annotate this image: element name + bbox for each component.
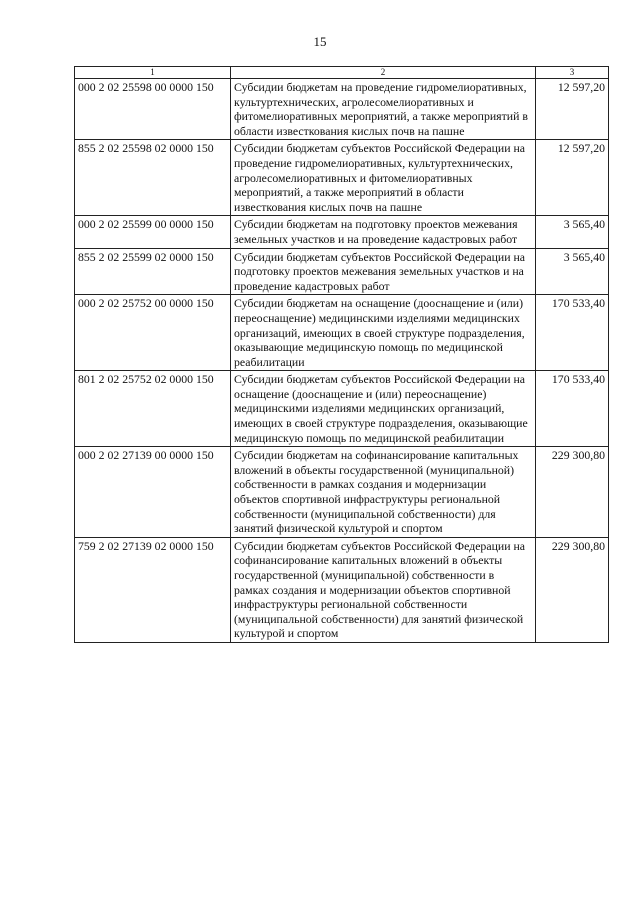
row-code: 801 2 02 25752 02 0000 150 [75,371,231,447]
header-col-sum: 3 [536,67,609,79]
row-sum: 170 533,40 [536,371,609,447]
row-name: Субсидии бюджетам на подготовку проектов межевания земельных участков и на проведение кадастровых работ [231,216,536,248]
table-row [75,447,609,538]
row-code: 855 2 02 25599 02 0000 150 [75,248,231,295]
row-sum: 229 300,80 [536,537,609,642]
budget-table [74,66,609,643]
row-sum: 229 300,80 [536,447,609,538]
table-row [75,248,609,295]
table-header-row [75,67,609,79]
header-col-name: 2 [231,67,536,79]
table-row [75,371,609,447]
row-sum: 12 597,20 [536,140,609,216]
table-row [75,537,609,642]
row-code: 000 2 02 25599 00 0000 150 [75,216,231,248]
row-sum: 170 533,40 [536,295,609,371]
table-row [75,79,609,140]
row-sum: 12 597,20 [536,79,609,140]
row-sum: 3 565,40 [536,248,609,295]
row-name: Субсидии бюджетам на проведение гидромелиоративных, культуртехнических, агролесомелиоративных и фитомелиоративных мероприятий, а также мероприятий в области известкования кислых почв на пашне [231,79,536,140]
row-code: 855 2 02 25598 02 0000 150 [75,140,231,216]
row-name: Субсидии бюджетам субъектов Российской Федерации на подготовку проектов межевания земельных участков и на проведение кадастровых работ [231,248,536,295]
row-name: Субсидии бюджетам на софинансирование капитальных вложений в объекты государственной (муниципальной) собственности в рамках создания и модернизации объектов спортивной инфраструктуры региональной собственности (муниципальной собственности) для занятий физической культурой и спортом [231,447,536,538]
row-name: Субсидии бюджетам субъектов Российской Федерации на оснащение (дооснащение и (или) переоснащение) медицинскими изделиями медицинских организаций, имеющих в своей структуре подразделения, оказывающие медицинскую помощь по медицинской реабилитации [231,371,536,447]
row-name: Субсидии бюджетам субъектов Российской Федерации на софинансирование капитальных вложений в объекты государственной (муниципальной) собственности в рамках создания и модернизации объектов спортивной инфраструктуры региональной собственности (муниципальной собственности) для занятий физической культурой и спортом [231,537,536,642]
page-number: 15 [313,34,327,49]
row-name: Субсидии бюджетам субъектов Российской Федерации на проведение гидромелиоративных, культуртехнических, агролесомелиоративных и фитомелиоративных мероприятий, а также мероприятий в области известкования кислых почв на пашне [231,140,536,216]
table-row [75,140,609,216]
row-sum: 3 565,40 [536,216,609,248]
row-code: 000 2 02 25598 00 0000 150 [75,79,231,140]
table-row [75,216,609,248]
row-name: Субсидии бюджетам на оснащение (дооснащение и (или) переоснащение) медицинскими изделиями медицинских организаций, имеющих в своей структуре подразделения, оказывающие медицинскую помощь по медицинской реабилитации [231,295,536,371]
header-col-code: 1 [75,67,231,79]
row-code: 000 2 02 27139 00 0000 150 [75,447,231,538]
table-row [75,295,609,371]
row-code: 000 2 02 25752 00 0000 150 [75,295,231,371]
row-code: 759 2 02 27139 02 0000 150 [75,537,231,642]
